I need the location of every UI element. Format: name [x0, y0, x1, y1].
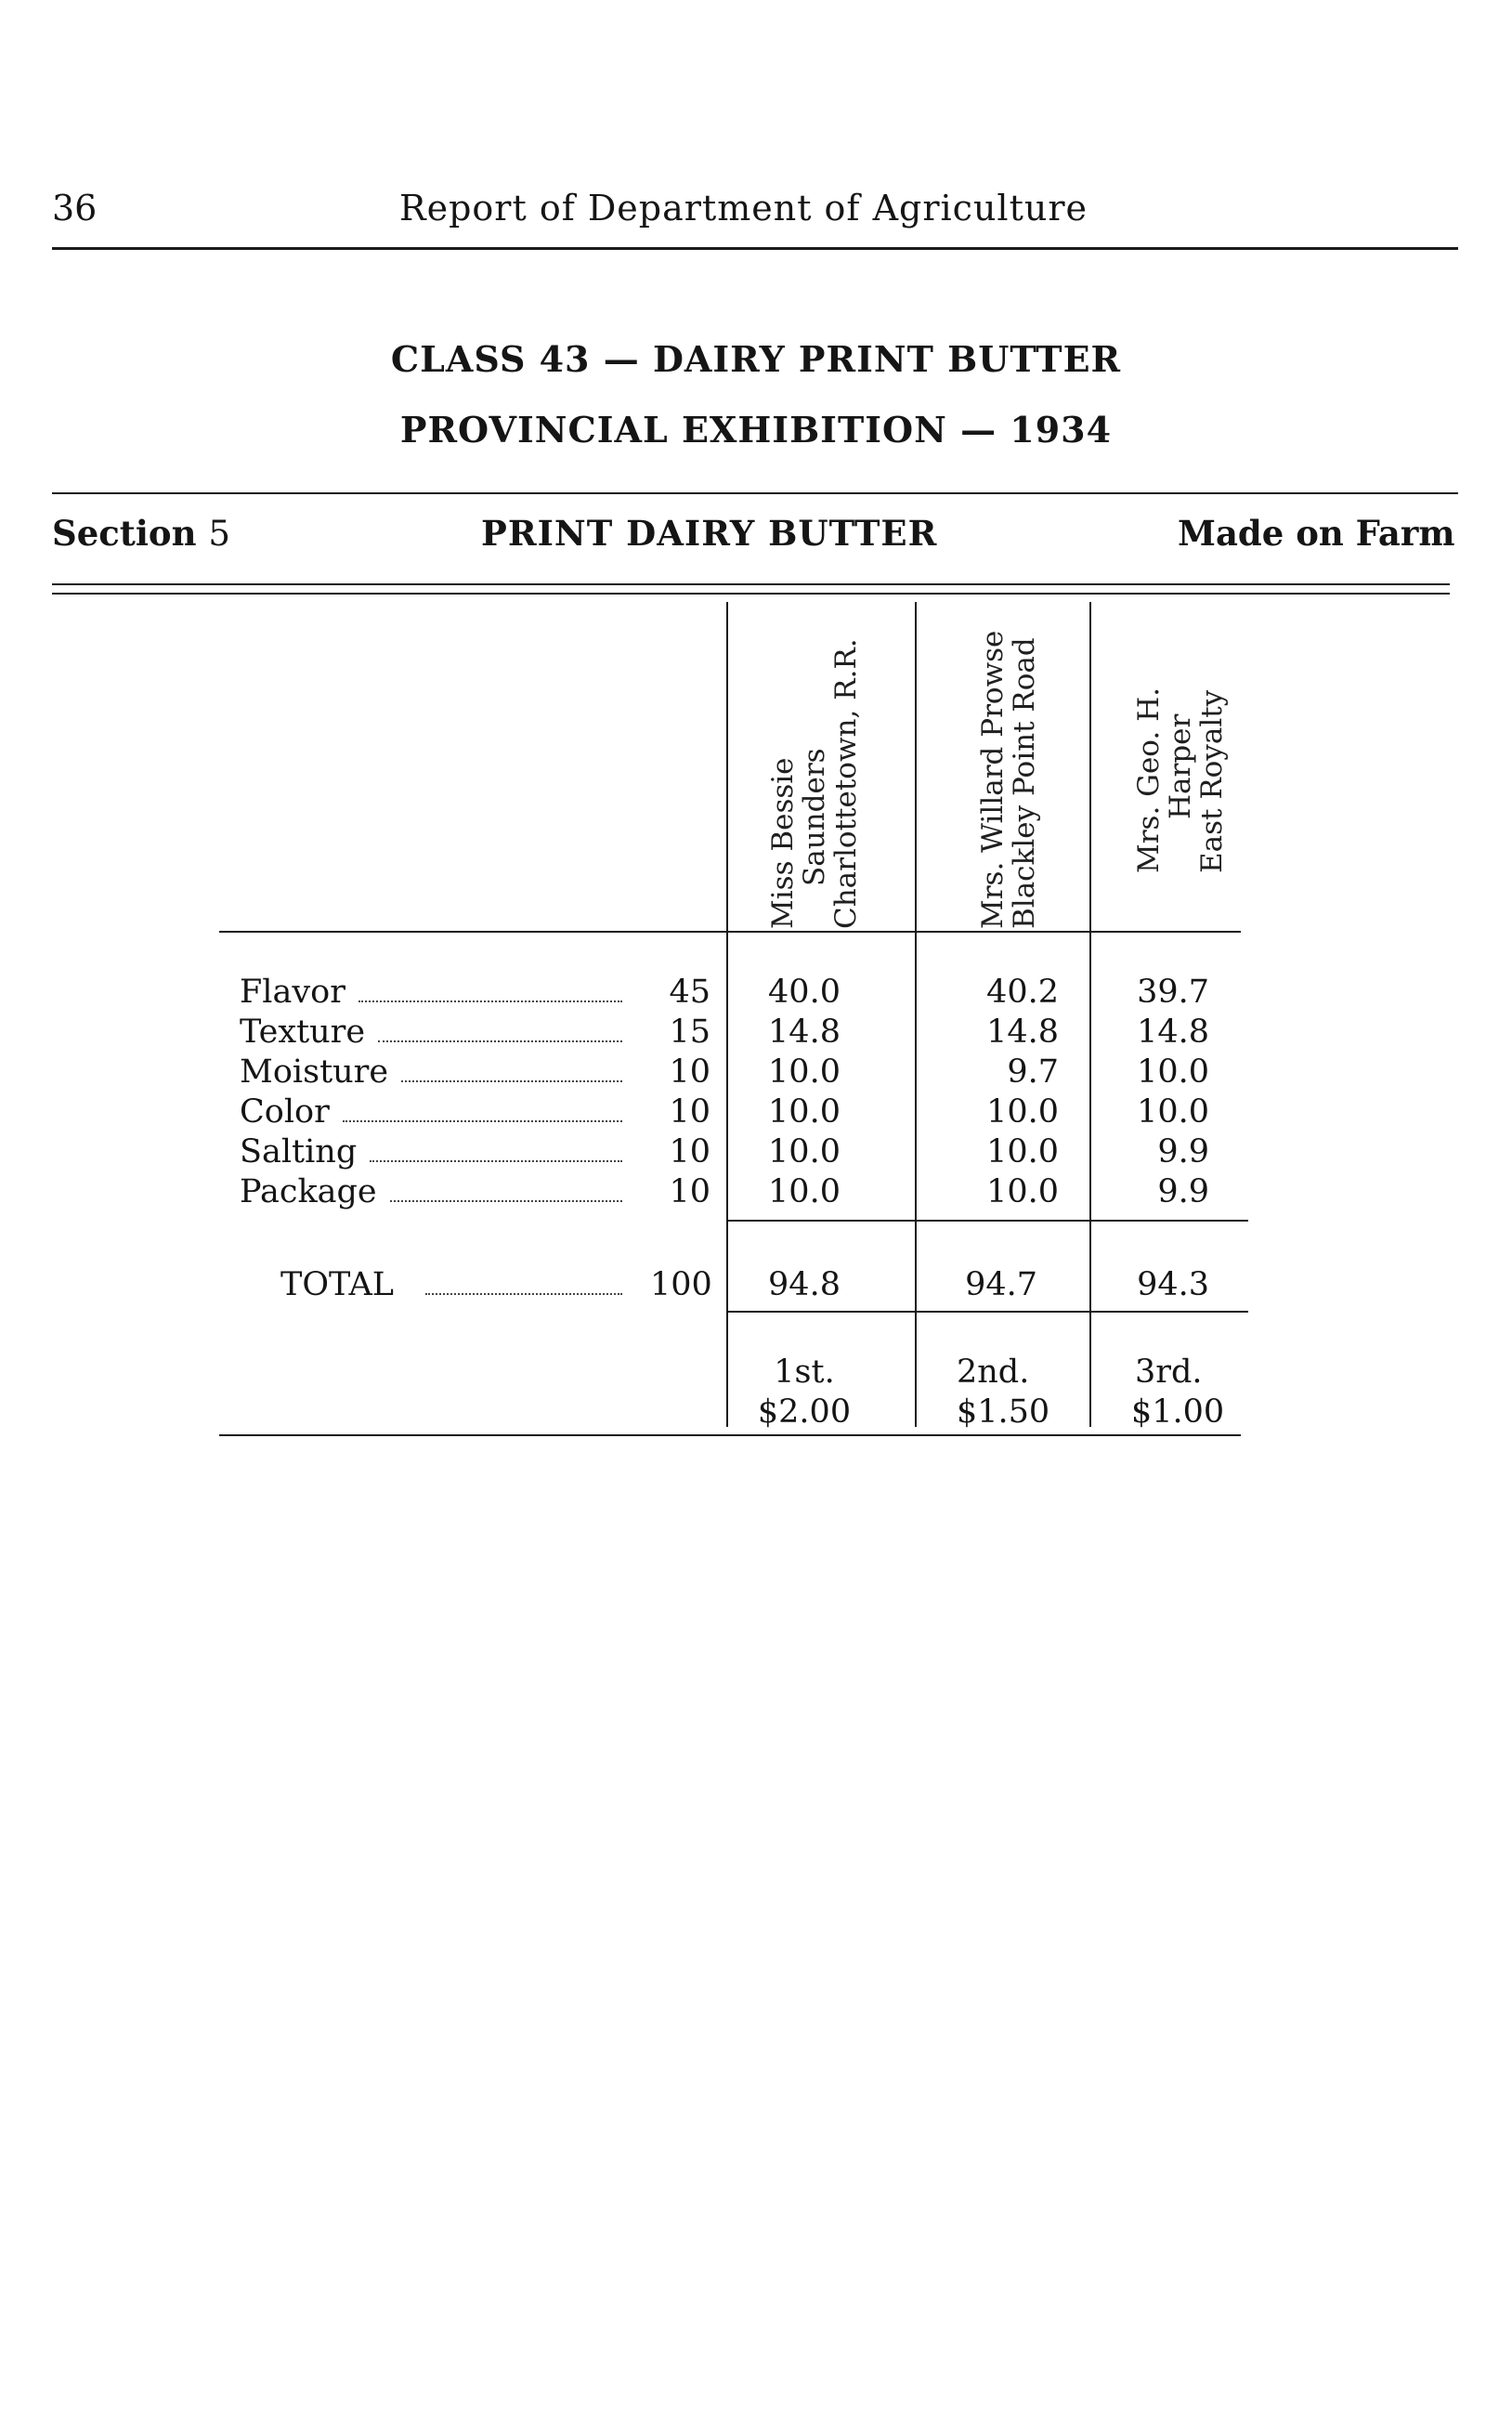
score-exhibitor-2: 10.0 — [986, 1133, 1059, 1170]
criterion-name: Texture — [240, 1013, 366, 1051]
total-points: 100 — [650, 1266, 712, 1303]
section-number: 5 — [208, 514, 230, 554]
total-exhibitor-3: 94.3 — [1137, 1266, 1209, 1303]
total-exhibitor-2: 94.7 — [965, 1266, 1037, 1303]
exhibitor-3-line3: East Royalty — [1195, 689, 1229, 873]
criterion-name: Moisture — [240, 1053, 389, 1091]
criterion-points: 10 — [669, 1053, 710, 1091]
leader-dots — [370, 1160, 622, 1162]
scores-bottom-rule — [728, 1220, 1248, 1222]
exhibitor-3-heading — [1133, 632, 1228, 873]
section-label — [52, 513, 230, 554]
exhibitor-1-heading — [767, 595, 862, 929]
criterion-name: Flavor — [240, 974, 345, 1011]
page-number: 36 — [52, 188, 98, 229]
total-bottom-rule — [728, 1311, 1248, 1313]
exhibitor-2-line1: Mrs. Willard Prowse — [976, 630, 1010, 929]
criterion-points: 10 — [669, 1093, 710, 1131]
score-exhibitor-2: 14.8 — [986, 1013, 1059, 1051]
section-double-rule-bottom — [52, 593, 1450, 595]
score-exhibitor-1: 14.8 — [768, 1013, 841, 1051]
score-exhibitor-1: 10.0 — [768, 1133, 841, 1170]
leader-dots — [425, 1293, 622, 1295]
leader-dots — [358, 1000, 622, 1002]
score-exhibitor-2: 10.0 — [986, 1173, 1059, 1210]
score-exhibitor-3: 9.9 — [1157, 1133, 1209, 1170]
section-note: Made on Farm — [1178, 513, 1455, 554]
score-exhibitor-1: 40.0 — [768, 974, 841, 1011]
exhibitor-2-heading — [977, 595, 1040, 929]
leader-dots — [390, 1200, 622, 1202]
score-exhibitor-1: 10.0 — [768, 1173, 841, 1210]
prize-exhibitor-3: $1.00 — [1131, 1393, 1225, 1431]
column-rule-1 — [726, 602, 728, 1427]
head-bottom-rule — [219, 931, 1241, 933]
class-title: CLASS 43 — DAIRY PRINT BUTTER — [390, 338, 1122, 380]
column-rule-2 — [915, 602, 917, 1427]
exhibitor-1-line1: Miss Bessie — [766, 757, 800, 929]
total-label: TOTAL — [280, 1266, 394, 1303]
placing-exhibitor-1: 1st. — [774, 1353, 835, 1391]
score-exhibitor-2: 40.2 — [986, 974, 1059, 1011]
criterion-name: Color — [240, 1093, 330, 1131]
leader-dots — [378, 1040, 622, 1042]
score-exhibitor-1: 10.0 — [768, 1093, 841, 1131]
section-word: Section — [52, 513, 197, 554]
leader-dots — [343, 1120, 622, 1122]
criterion-points: 45 — [669, 974, 710, 1011]
placing-exhibitor-2: 2nd. — [957, 1353, 1030, 1391]
criterion-points: 10 — [669, 1173, 710, 1210]
criterion-points: 15 — [669, 1013, 710, 1051]
section-name: PRINT DAIRY BUTTER — [481, 513, 938, 554]
score-exhibitor-3: 9.9 — [1157, 1173, 1209, 1210]
score-exhibitor-1: 10.0 — [768, 1053, 841, 1091]
score-exhibitor-3: 10.0 — [1137, 1053, 1209, 1091]
score-exhibitor-2: 9.7 — [1007, 1053, 1059, 1091]
criterion-name: Package — [240, 1173, 377, 1210]
exhibitor-1-line2: Saunders — [798, 748, 831, 886]
section-double-rule-top — [52, 583, 1450, 585]
prize-exhibitor-1: $2.00 — [757, 1393, 852, 1431]
header-rule — [52, 247, 1458, 250]
exhibition-title: PROVINCIAL EXHIBITION — 1934 — [399, 409, 1113, 451]
leader-dots — [401, 1080, 622, 1082]
placing-exhibitor-3: 3rd. — [1135, 1353, 1203, 1391]
running-title: Report of Department of Agriculture — [399, 188, 1088, 229]
table-bottom-rule — [219, 1434, 1241, 1436]
score-exhibitor-3: 39.7 — [1137, 974, 1209, 1011]
column-rule-3 — [1089, 602, 1091, 1427]
criterion-points: 10 — [669, 1133, 710, 1170]
section-top-rule — [52, 492, 1458, 494]
score-exhibitor-2: 10.0 — [986, 1093, 1059, 1131]
score-exhibitor-3: 14.8 — [1137, 1013, 1209, 1051]
exhibitor-2-line2: Blackley Point Road — [1008, 637, 1041, 929]
exhibitor-3-line1: Mrs. Geo. H. — [1132, 686, 1166, 873]
score-exhibitor-3: 10.0 — [1137, 1093, 1209, 1131]
exhibitor-1-line3: Charlottetown, R.R. — [829, 638, 863, 929]
prize-exhibitor-2: $1.50 — [957, 1393, 1050, 1431]
exhibitor-3-line2: Harper — [1164, 713, 1197, 819]
total-exhibitor-1: 94.8 — [768, 1266, 841, 1303]
criterion-name: Salting — [240, 1133, 358, 1170]
